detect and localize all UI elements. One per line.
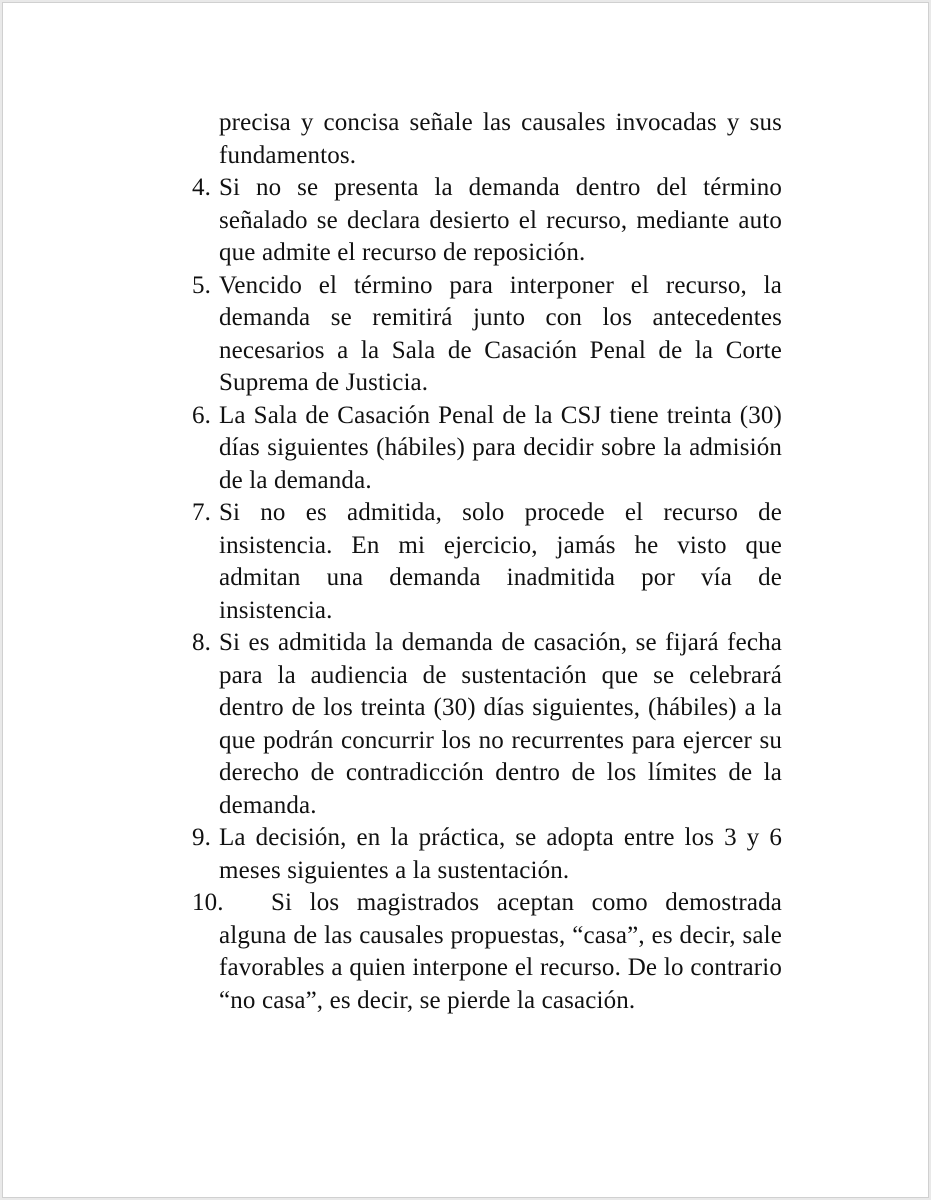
list-item-text: Si es admitida la demanda de casación, se fijará fecha para la audiencia de sustentación que se celebrará dentro de los treinta (30) días siguientes, (hábiles) a la que podrán concurrir los no recurrentes para ejercer su derecho de contradicción dentro de los límites de la demanda.: [219, 629, 782, 819]
list-item-text: La Sala de Casación Penal de la CSJ tiene treinta (30) días siguientes (hábiles) para decidir sobre la admisión de la demanda.: [219, 401, 782, 494]
list-item-number: 4.: [192, 174, 212, 201]
list-item-text: precisa y concisa señale las causales invocadas y sus fundamentos.: [219, 109, 782, 169]
list-item-continuation: [192, 107, 782, 172]
list-item-text: Si no se presenta la demanda dentro del término señalado se declara desierto el recurso, mediante auto que admite el recurso de reposición.: [219, 174, 782, 266]
list-item-text: Si los magistrados aceptan como demostrada alguna de las causales propuestas, “casa”, es decir, sale favorables a quien interpone el recurso. De lo contrario “no casa”, es decir, se pierde la casación.: [219, 889, 782, 1014]
list-item-number: 8.: [192, 629, 212, 656]
list-item-8: [192, 627, 782, 822]
document-body: [192, 107, 782, 1017]
list-item-10: [192, 887, 782, 1017]
list-item-5: [192, 270, 782, 400]
list-item-9: [192, 822, 782, 887]
list-item-number: 10.: [192, 889, 224, 916]
list-item-text: Vencido el término para interponer el recurso, la demanda se remitirá junto con los antecedentes necesarios a la Sala de Casación Penal de la Corte Suprema de Justicia.: [219, 271, 782, 396]
list-item-number: 9.: [192, 824, 212, 851]
list-item-number: 7.: [192, 499, 212, 526]
list-item-7: [192, 497, 782, 627]
list-item-text: La decisión, en la práctica, se adopta entre los 3 y 6 meses siguientes a la sustentación.: [219, 824, 782, 884]
list-item-6: [192, 400, 782, 498]
document-page: [2, 2, 929, 1198]
list-item-text: Si no es admitida, solo procede el recurso de insistencia. En mi ejercicio, jamás he visto que admitan una demanda inadmitida por vía de insistencia.: [219, 499, 782, 624]
list-item-number: 5.: [192, 271, 212, 299]
list-item-number: 6.: [192, 401, 212, 429]
list-item-4: [192, 172, 782, 270]
